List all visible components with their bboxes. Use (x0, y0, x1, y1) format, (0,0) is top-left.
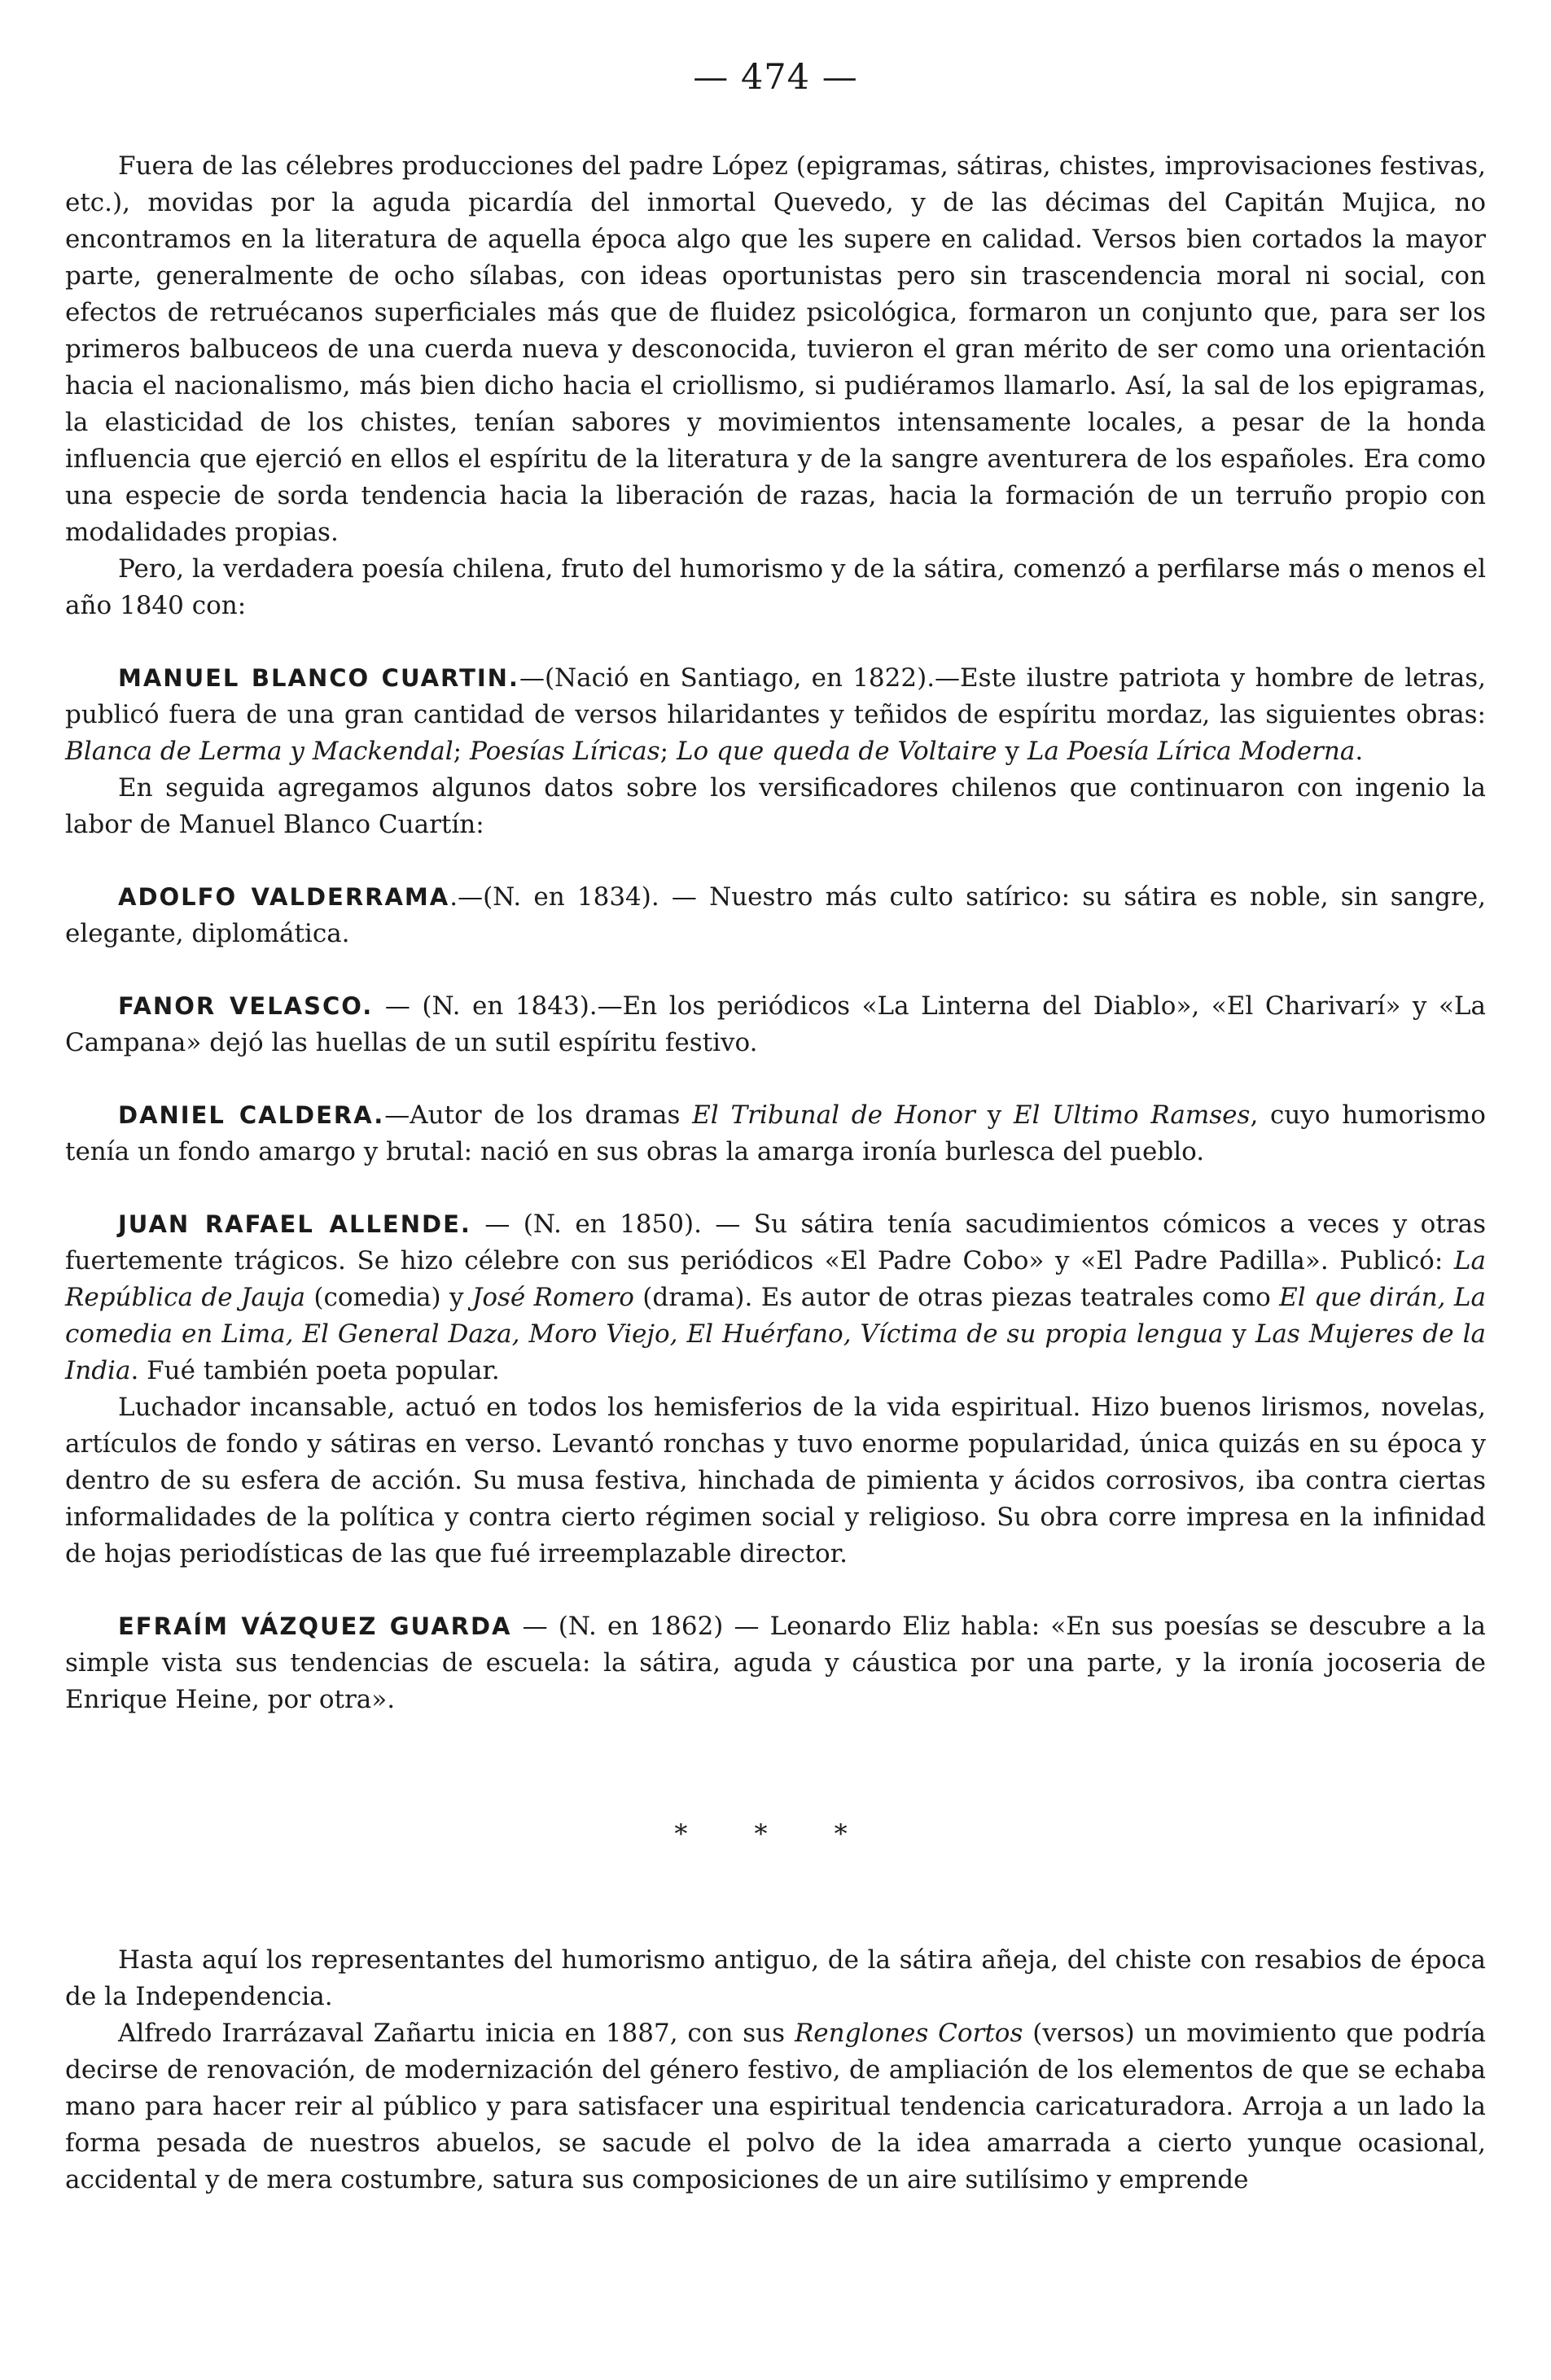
entry-text: — (N. en 1862) — Leonardo Eliz habla: «En sus poesías se descubre a la simple vista sus tendencias de escuela: la sátira, aguda y cáustica por una parte, y la ironía jocoseria de Enrique Heine, por otra». (65, 1612, 1486, 1714)
work-title: Blanca de Lerma y Mackendal (65, 737, 453, 766)
closing-paragraph-1: Hasta aquí los representantes del humorismo antiguo, de la sátira añeja, del chiste con resabios de época de la Independencia. (65, 1945, 1486, 2011)
section-separator: * * * (674, 1818, 877, 1849)
work-title: Renglones Cortos (794, 2019, 1023, 2048)
transition-paragraph: Pero, la verdadera poesía chilena, fruto del humorismo y de la sátira, comenzó a perfilarse más o menos el año 1840 con: (65, 554, 1486, 620)
author-name: FANOR VELASCO. (118, 992, 374, 1020)
allende-paragraph-2: Luchador incansable, actuó en todos los hemisferios de la vida espiritual. Hizo buenos lirismos, novelas, artículos de fondo y sátiras en verso. Levantó ronchas y tuvo enorme popularidad, única quizás en su época y dentro de su esfera de acción. Su musa festiva, hinchada de pimienta y ácidos corrosivos, iba contra ciertas informalidades de la política y contra cierto régimen social y religioso. Su obra corre impresa en la infinidad de hojas periodísticas de las que fué irreemplazable director. (65, 1393, 1486, 1568)
followup-paragraph: En seguida agregamos algunos datos sobre los versificadores chilenos que continuaron con ingenio la labor de Manuel Blanco Cuartín: (65, 773, 1486, 839)
work-title: Las Mujeres de la India (65, 1319, 1486, 1385)
closing-text: Alfredo Irarrázaval Zañartu inicia en 1887, con sus (118, 2019, 795, 2048)
entry-valderrama (65, 879, 1486, 952)
entry-allende (65, 1206, 1486, 1389)
entry-caldera (65, 1097, 1486, 1170)
entry-text: — (N. en 1850). — Su sátira tenía sacudimientos cómicos a veces y otras fuertemente trágicos. Se hizo célebre con sus periódicos «El Padre Cobo» y «El Padre Padilla». Publicó: (65, 1210, 1486, 1275)
closing-text: (versos) un movimiento que podría decirse de renovación, de modernización del género festivo, de ampliación de los elementos de que se echaba mano para hacer reir al público y para satisfacer una espiritual tendencia caricaturadora. Arroja a un lado la forma pesada de nuestros abuelos, se sacude el polvo de la idea amarrada a cierto yunque ocasional, accidental y de mera costumbre, satura sus composiciones de un aire sutilísimo y emprende (65, 2019, 1486, 2194)
work-title: El Tribunal de Honor (692, 1100, 975, 1130)
intro-paragraph: Fuera de las célebres producciones del padre López (epigramas, sátiras, chistes, improvisaciones festivas, etc.), movidas por la aguda picardía del inmortal Quevedo, y de las décimas del Capitán Mujica, no encontramos en la literatura de aquella época algo que les supere en calidad. Versos bien cortados la mayor parte, generalmente de ocho sílabas, con ideas oportunistas pero sin trascendencia moral ni social, con efectos de retruécanos superficiales más que de fluidez psicológica, formaron un conjunto que, para ser los primeros balbuceos de una cuerda nueva y desconocida, tuvieron el gran mérito de ser como una orientación hacia el nacionalismo, más bien dicho hacia el criollismo, si pudiéramos llamarlo. Así, la sal de los epigramas, la elasticidad de los chistes, tenían sabores y movimientos intensamente locales, a pesar de la honda influencia que ejerció en ellos el espíritu de la literatura y de la sangre aventurera de los españoles. Era como una especie de sorda tendencia hacia la liberación de razas, hacia la formación de un terruño propio con modalidades propias. (65, 151, 1486, 547)
separator-text: ; (453, 737, 470, 766)
author-name: EFRAÍM VÁZQUEZ GUARDA (118, 1612, 512, 1640)
work-title: La Poesía Lírica Moderna (1027, 737, 1356, 766)
author-name: ADOLFO VALDERRAMA (118, 883, 450, 911)
work-title: Poesías Líricas (469, 737, 660, 766)
author-name: DANIEL CALDERA. (118, 1101, 385, 1129)
entry-text: .—(N. en 1834). — Nuestro más culto satírico: su sátira es noble, sin sangre, elegante, diplomática. (65, 882, 1486, 948)
entry-text: —(Nació en Santiago, en 1822).—Este ilustre patriota y hombre de letras, publicó fuera de una gran cantidad de versos hilaridantes y teñidos de espíritu mordaz, las siguientes obras: (65, 663, 1486, 729)
separator-text: y (975, 1100, 1014, 1130)
closing-paragraph-2 (65, 2015, 1486, 2198)
entry-blanco-cuartin (65, 660, 1486, 770)
entry-vazquez-guarda (65, 1608, 1486, 1718)
entry-text: , cuyo humorismo tenía un fondo amargo y brutal: nació en sus obras la amarga ironía burlesca del pueblo. (65, 1100, 1486, 1166)
entry-text: . Fué también poeta popular. (130, 1356, 500, 1385)
work-title: José Romero (471, 1283, 634, 1312)
work-title: El Ultimo Ramses (1013, 1100, 1251, 1130)
separator-text: y (1223, 1319, 1255, 1349)
entry-text: —Autor de los dramas (384, 1100, 693, 1130)
work-title: La República de Jauja (65, 1246, 1486, 1312)
author-name: MANUEL BLANCO CUARTIN. (118, 664, 519, 692)
work-title: Lo que queda de Voltaire (676, 737, 997, 766)
entry-velasco (65, 988, 1486, 1061)
work-title: El que dirán, La comedia en Lima, El General Daza, Moro Viejo, El Huérfano, Víctima de su propia lengua (65, 1283, 1486, 1349)
author-name: JUAN RAFAEL ALLENDE. (118, 1210, 471, 1238)
page-number: — 474 — (693, 57, 858, 98)
body-text (65, 148, 1486, 2198)
entry-text: — (N. en 1843).—En los periódicos «La Linterna del Diablo», «El Charivarí» y «La Campana» dejó las huellas de un sutil espíritu festivo. (65, 991, 1486, 1057)
entry-text: (comedia) y (305, 1283, 472, 1312)
separator-text: . (1355, 737, 1364, 766)
separator-text: y (997, 737, 1027, 766)
separator-text: ; (659, 737, 677, 766)
entry-text: (drama). Es autor de otras piezas teatrales como (633, 1283, 1280, 1312)
